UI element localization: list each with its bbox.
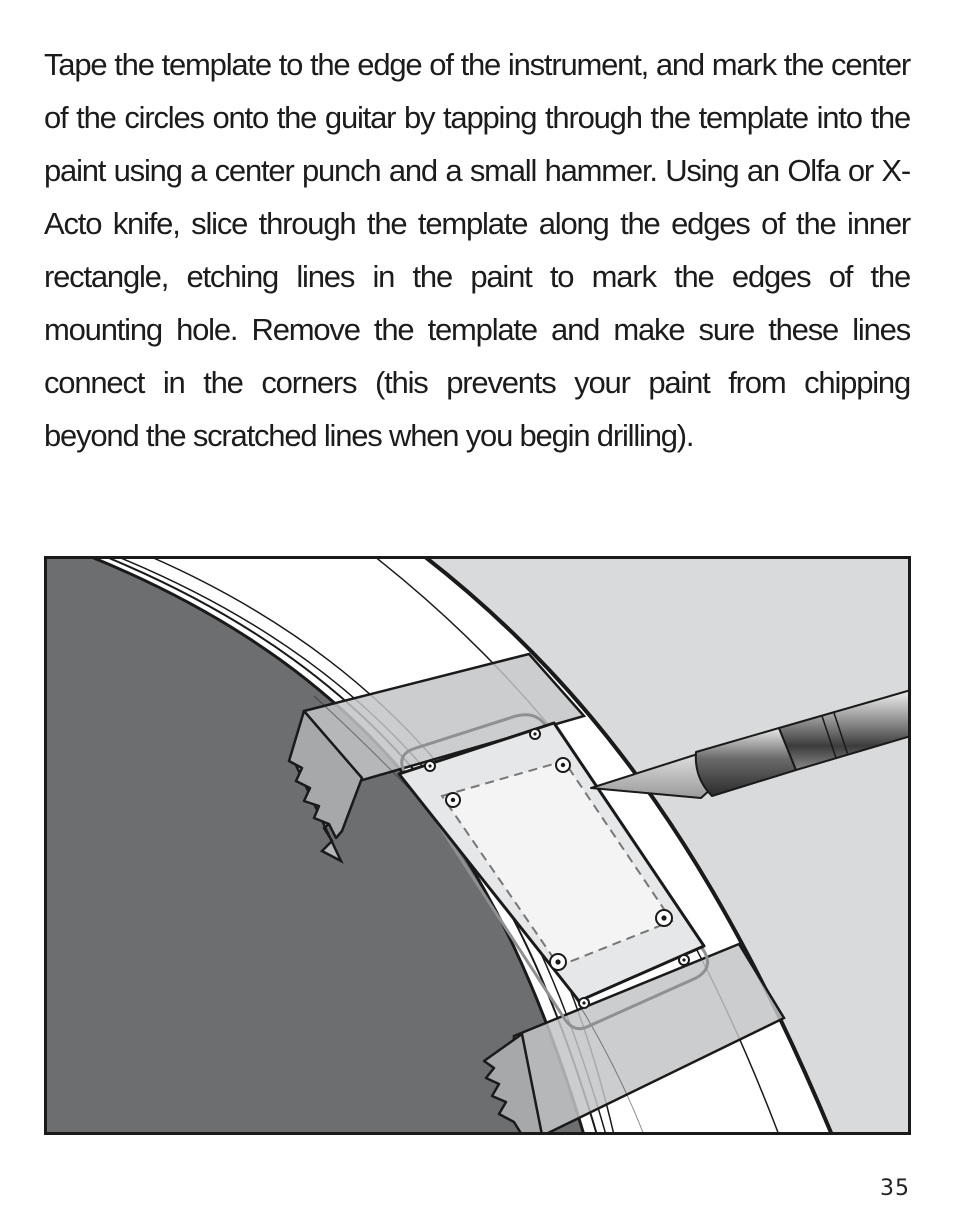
page-number: 35 (880, 1176, 910, 1201)
screw-hole-circle (530, 729, 540, 739)
screw-hole-circle (656, 910, 672, 926)
template-illustration (44, 556, 911, 1135)
screw-hole-circle (579, 998, 589, 1008)
screw-hole-circle (679, 955, 689, 965)
screw-hole-circle (425, 761, 435, 771)
body-paragraph: Tape the template to the edge of the instrument, and mark the center of the circles onto the guitar by tapping through the template into the paint using a center punch and a small hammer. Using an Olfa or X-Acto knife, slice through the template along the edges of the inner rectangle, etching lines in the paint to mark the edges of the mounting hole. Remove the template and make sure these lines connect in the corners (this prevents your paint from chipping beyond the scratched lines when you begin drilling). (44, 47, 910, 453)
screw-hole-circle (446, 793, 460, 807)
screw-hole-circle (556, 758, 570, 772)
screw-hole-circle (550, 954, 566, 970)
